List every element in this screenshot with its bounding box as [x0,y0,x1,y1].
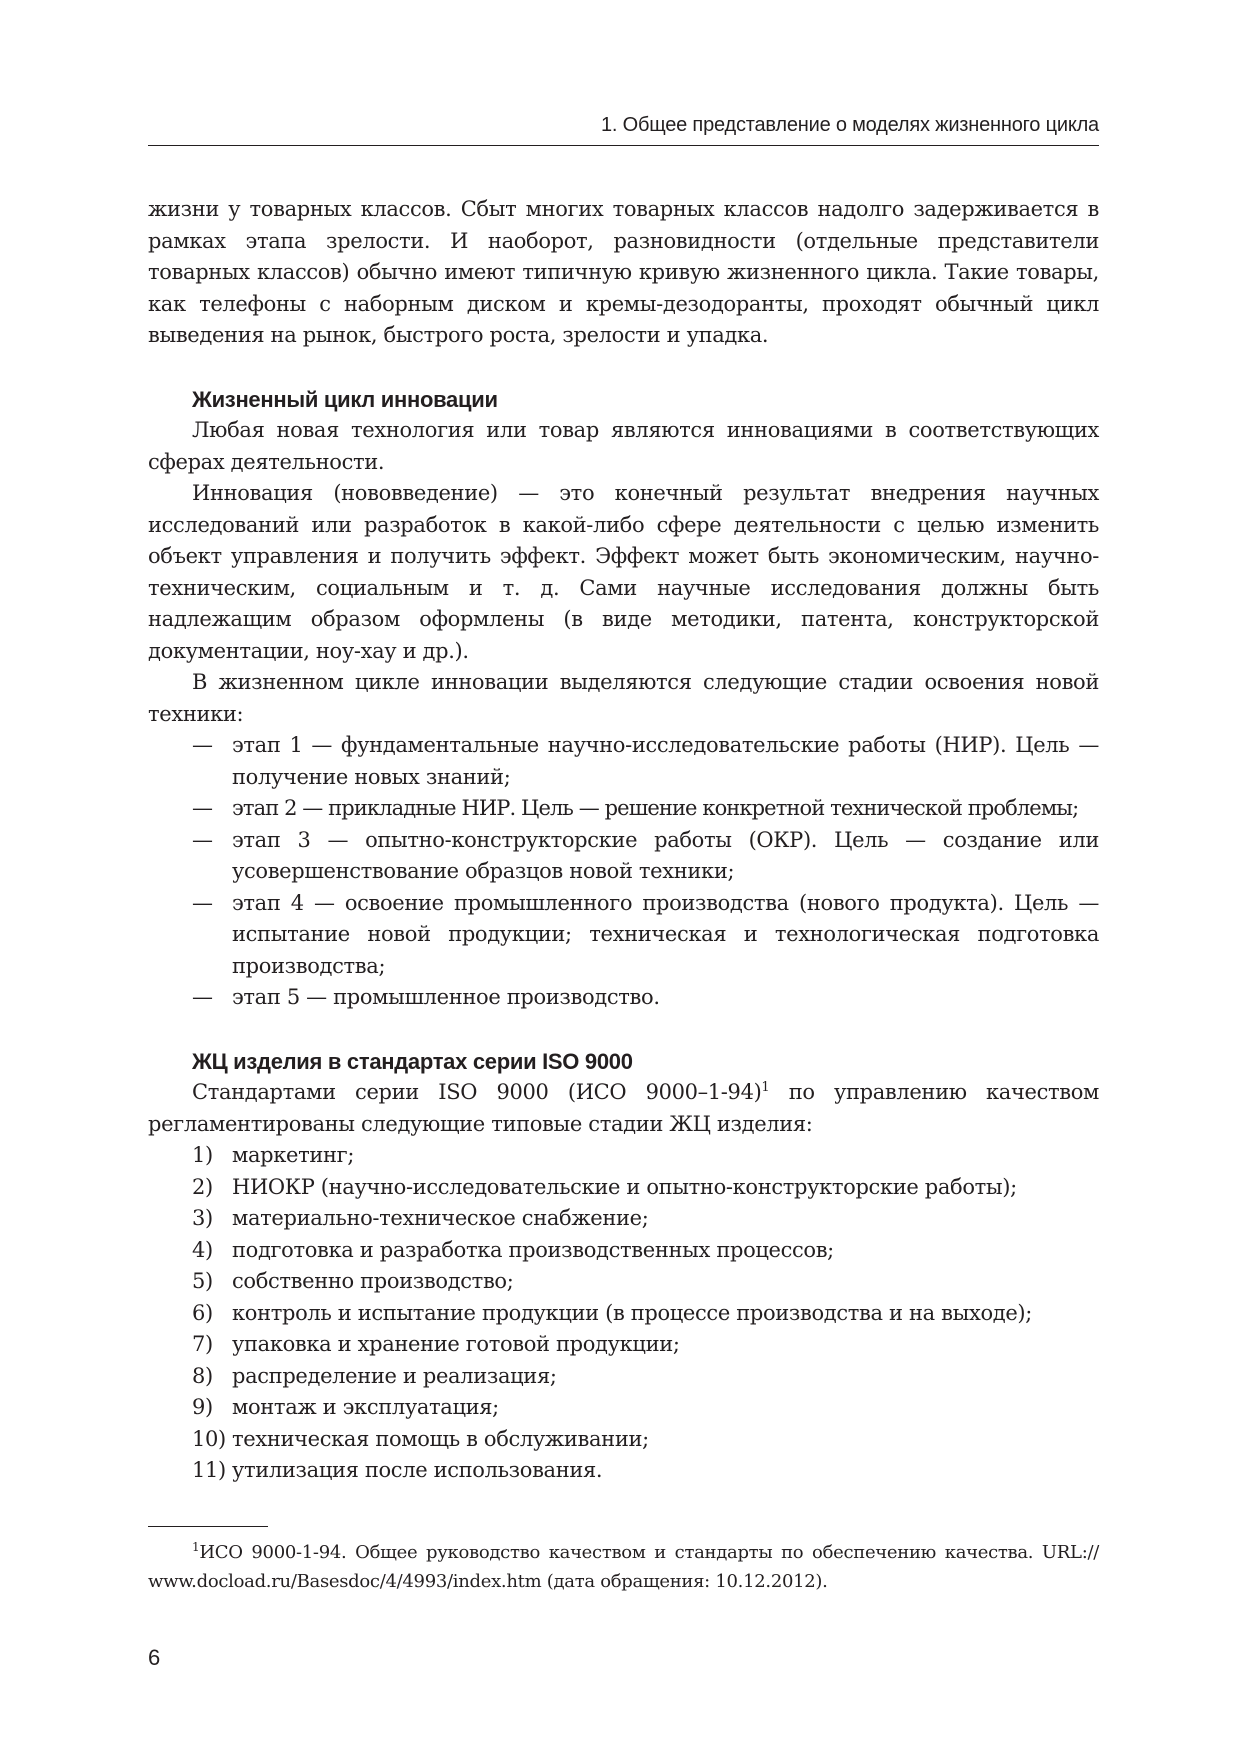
list-item-text: этап 3 — опытно-конструкторские работы (ОКР). Цель — создание или усовершенствование образцов новой техники; [232,827,1099,883]
list-item-text: техническая помощь в обслуживании; [232,1426,649,1451]
list-number: 4) [192,1237,213,1262]
footnote-text: ИСО 9000-1-94. Общее руководство качеством и стандарты по обеспечению качества. URL:// www.docload.ru/Basesdoc/4/4993/index.htm (дата обращения: 10.12.2012). [148,1542,1099,1592]
section-heading-iso: ЖЦ изделия в стандартах серии ISO 9000 [192,1048,633,1074]
body-paragraph: Любая новая технология или товар являются инновациями в соответствующих сферах деятельности. [148,418,1099,474]
list-item-text: собственно производство; [232,1269,514,1293]
list-number: 11) [192,1458,226,1482]
list-number: 3) [192,1206,213,1230]
list-item [148,1329,1099,1361]
list-item [148,1392,1099,1424]
list-item-text: этап 4 — освоение промышленного производства (нового продукта). Цель — испытание новой продукции; техническая и технологическая подготовка производства; [232,890,1099,978]
dash-marker: — [192,827,213,852]
list-number: 10) [192,1426,226,1451]
list-item [148,888,1099,983]
page-number: 6 [148,1645,161,1670]
dash-marker: — [192,733,213,757]
list-item-text: утилизация после использования. [232,1458,603,1482]
list-number: 5) [192,1269,213,1293]
list-item [148,793,1099,825]
list-number: 8) [192,1363,213,1388]
list-item-text: контроль и испытание продукции (в процессе производства и на выходе); [232,1300,1032,1325]
running-title: 1. Общее представление о моделях жизненного цикла [600,114,1099,136]
list-item-text: материально-техническое снабжение; [232,1206,649,1230]
list-item [148,825,1099,888]
list-item [148,730,1099,793]
list-item [148,1235,1099,1267]
list-item [148,1298,1099,1330]
list-item-text: этап 5 — промышленное производство. [232,985,660,1009]
page-body [148,194,1099,1487]
section-spacer [148,352,1099,384]
list-item [148,1424,1099,1456]
header-rule [148,145,1099,146]
list-item [148,1203,1099,1235]
list-number: 9) [192,1395,213,1419]
footnote-rule [148,1526,268,1527]
list-item-text: маркетинг; [232,1143,355,1167]
footnote-reference: 1 [761,1080,770,1095]
dash-marker: — [192,796,213,820]
list-item [148,1455,1099,1487]
list-item-text: этап 1 — фундаментальные научно-исследовательские работы (НИР). Цель — получение новых знаний; [232,733,1099,789]
list-number: 1) [192,1143,213,1167]
dash-marker: — [192,890,213,915]
list-item [148,1172,1099,1204]
body-paragraph: Инновация (нововведение) — это конечный результат внедрения научных исследований или разработок в какой-либо сфере деятельности с целью изменить объект управления и получить эффект. Эффект может быть экономическим, научно-техническим, социальным и т. д. Сами научные исследования должны быть надлежащим образом оформлены (в виде методики, патента, конструкторской документации, ноу-хау и др.). [148,481,1099,663]
footnote-number: 1 [192,1540,200,1554]
iso-stages-list [148,1140,1099,1487]
section-spacer [148,1014,1099,1046]
innovation-stages-list [148,730,1099,1014]
list-item [148,982,1099,1014]
list-item [148,1266,1099,1298]
list-item-text: этап 2 — прикладные НИР. Цель — решение конкретной технической проблемы; [232,796,1079,820]
list-item-text: подготовка и разработка производственных процессов; [232,1237,834,1262]
list-item-text: монтаж и эксплуатация; [232,1395,499,1419]
list-item-text: распределение и реализация; [232,1363,557,1388]
intro-paragraph: жизни у товарных классов. Сбыт многих товарных классов надолго задерживается в рамках этапа зрелости. И наоборот, разновидности (отдельные представители товарных классов) обычно имеют типичную кривую жизненного цикла. Такие товары, как телефоны с наборным диском и кремы-дезодоранты, проходят обычный цикл выведения на рынок, быстрого роста, зрелости и упадка. [148,197,1099,347]
list-number: 6) [192,1300,213,1325]
iso-intro-text-continued: по управлению качеством регламентированы следующие типовые стадии ЖЦ изделия: [148,1080,1099,1136]
list-item [148,1140,1099,1172]
list-item-text: упаковка и хранение готовой продукции; [232,1332,680,1356]
list-number: 2) [192,1174,213,1199]
list-item [148,1361,1099,1393]
footnote [148,1538,1099,1596]
iso-intro-text: Стандартами серии ISO 9000 (ИСО 9000–1-94) [192,1080,762,1104]
section-heading-innovation: Жизненный цикл инновации [192,386,498,412]
iso-intro-paragraph [148,1077,1099,1140]
list-item-text: НИОКР (научно-исследовательские и опытно-конструкторские работы); [232,1174,1017,1199]
dash-marker: — [192,985,213,1009]
list-number: 7) [192,1332,213,1356]
body-paragraph: В жизненном цикле инновации выделяются следующие стадии освоения новой техники: [148,670,1099,726]
